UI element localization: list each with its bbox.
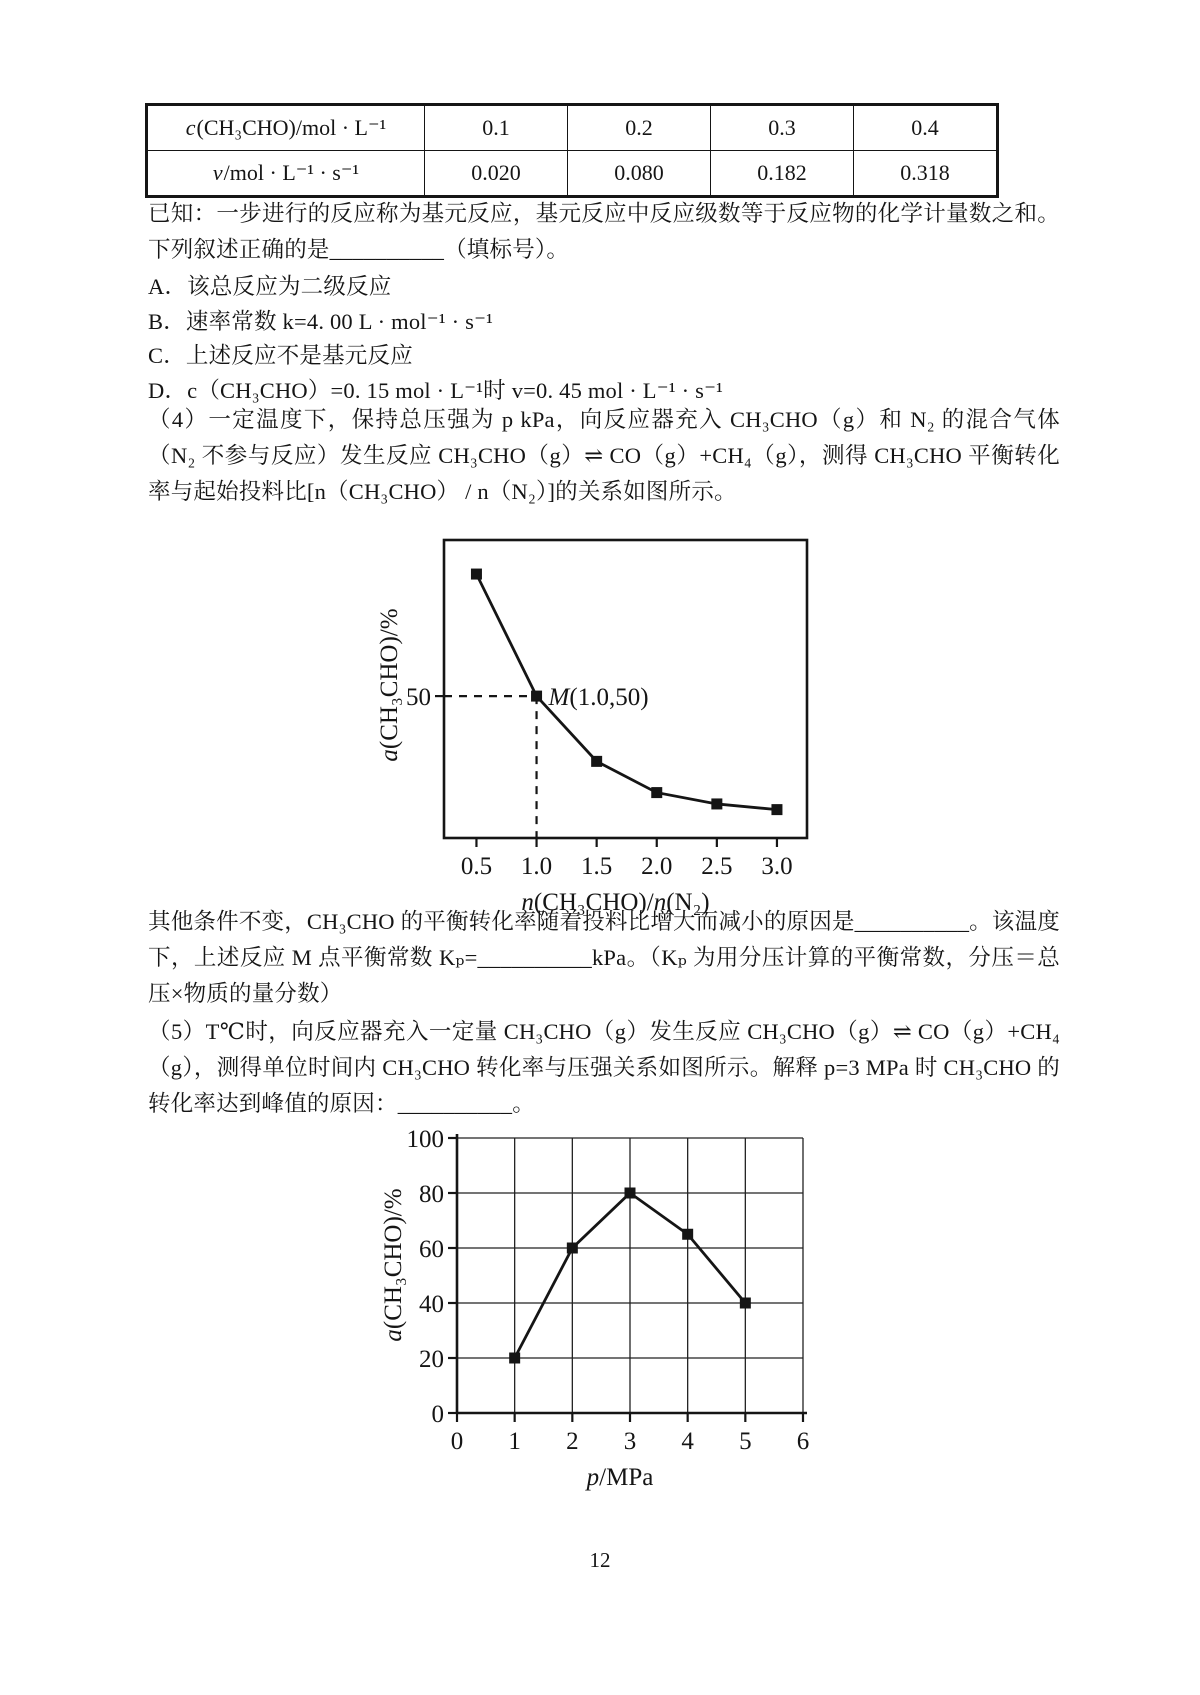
known-statement: 已知：一步进行的反应称为基元反应，基元反应中反应级数等于反应物的化学计量数之和。下列叙述正确的是__________（填标号）。 bbox=[148, 201, 1060, 262]
conversion-vs-pressure-chart bbox=[335, 1120, 845, 1495]
y-tick-label: 0 bbox=[431, 1401, 444, 1428]
data-point-marker bbox=[591, 756, 602, 767]
table-row bbox=[147, 151, 998, 197]
y-tick-label: 60 bbox=[419, 1236, 444, 1263]
question-4-text: （4）一定温度下，保持总压强为 p kPa，向反应器充入 CH₃CHO（g）和 N₂ 的混合气体（N₂ 不参与反应）发生反应 CH₃CHO（g）⇌ CO（g）+CH₄（g），测得 CH₃CHO 平衡转化率与起始投料比[n（CH₃CHO） / n（N₂）]的关系如图所示。 bbox=[148, 407, 1060, 504]
option-b: B．速率常数 k=4. 00 L · mol⁻¹ · s⁻¹ bbox=[148, 308, 494, 334]
x-tick-label: 3.0 bbox=[761, 853, 793, 880]
quantity-unit: (CH₃CHO)/mol · L⁻¹ bbox=[196, 115, 387, 140]
page-number: 12 bbox=[589, 1548, 611, 1572]
x-axis-label: p/MPa bbox=[586, 1464, 654, 1491]
x-tick-label: 1.0 bbox=[520, 853, 553, 880]
table-row-header bbox=[147, 105, 425, 151]
x-axis-label: n(CH₃CHO)/n(N₂) bbox=[521, 889, 710, 916]
y-axis-label: a(CH₃CHO)/% bbox=[380, 1188, 407, 1342]
x-tick-label: 6 bbox=[796, 1428, 810, 1455]
x-tick-label: 2 bbox=[566, 1428, 579, 1455]
choice-options bbox=[148, 270, 1060, 408]
y-tick-label: 80 bbox=[419, 1181, 444, 1208]
data-point-marker bbox=[771, 804, 782, 815]
table-cell: 0.318 bbox=[854, 151, 998, 197]
data-point-marker bbox=[651, 787, 662, 798]
option-d: D．c（CH₃CHO）=0. 15 mol · L⁻¹时 v=0. 45 mol · L⁻¹ · s⁻¹ bbox=[148, 377, 724, 403]
table-cell: 0.1 bbox=[425, 105, 568, 151]
option-c: C．上述反应不是基元反应 bbox=[148, 343, 413, 368]
x-tick-label: 3 bbox=[623, 1428, 637, 1455]
x-tick-label: 0 bbox=[450, 1428, 464, 1455]
data-point-marker bbox=[682, 1229, 693, 1240]
data-point-marker bbox=[509, 1353, 520, 1364]
table-cell: 0.020 bbox=[425, 151, 568, 197]
x-tick-label: 5 bbox=[739, 1428, 752, 1455]
data-point-marker bbox=[740, 1298, 751, 1309]
option-a: A．该总反应为二级反应 bbox=[148, 274, 392, 299]
data-point-marker bbox=[531, 691, 542, 702]
y-axis-label: a(CH₃CHO)/% bbox=[376, 608, 403, 762]
x-tick-label: 1.5 bbox=[581, 853, 613, 880]
data-point-marker bbox=[711, 798, 722, 809]
table-cell: 0.080 bbox=[568, 151, 711, 197]
x-tick-label: 2.0 bbox=[641, 853, 673, 880]
table-row bbox=[147, 105, 998, 151]
question-5-text: （5）T℃时，向反应器充入一定量 CH₃CHO（g）发生反应 CH₃CHO（g）⇌ CO（g）+CH₄（g），测得单位时间内 CH₃CHO 转化率与压强关系如图所示。解释 p=3 MPa 时 CH₃CHO 的转化率达到峰值的原因：__________。 bbox=[148, 1019, 1060, 1116]
point-annotation: M(1.0,50) bbox=[548, 684, 649, 712]
table-cell: 0.3 bbox=[711, 105, 854, 151]
table-cell: 0.2 bbox=[568, 105, 711, 151]
quantity-symbol: c bbox=[185, 115, 196, 140]
quantity-symbol: v bbox=[212, 160, 223, 185]
x-tick-label: 1 bbox=[508, 1428, 521, 1455]
data-point-marker bbox=[471, 569, 482, 580]
table-cell: 0.4 bbox=[854, 105, 998, 151]
table-cell: 0.182 bbox=[711, 151, 854, 197]
table-row-header bbox=[147, 151, 425, 197]
question-4-explain-text: 其他条件不变，CH₃CHO 的平衡转化率随着投料比增大而减小的原因是__________。该温度下，上述反应 M 点平衡常数 Kₚ=__________kPa。（Kₚ 为用分压计算的平衡常数，分压＝总压×物质的量分数） bbox=[148, 909, 1060, 1006]
conversion-vs-ratio-chart bbox=[335, 515, 845, 915]
x-tick-label: 4 bbox=[681, 1428, 694, 1455]
y-tick-label: 100 bbox=[406, 1126, 444, 1153]
y-tick-label: 50 bbox=[406, 684, 431, 712]
y-tick-label: 40 bbox=[419, 1291, 444, 1318]
y-tick-label: 20 bbox=[419, 1346, 444, 1373]
x-tick-label: 0.5 bbox=[460, 853, 493, 880]
quantity-unit: /mol · L⁻¹ · s⁻¹ bbox=[223, 160, 360, 185]
rate-data-table bbox=[145, 103, 999, 198]
x-tick-label: 2.5 bbox=[701, 853, 733, 880]
data-point-marker bbox=[567, 1243, 578, 1254]
data-point-marker bbox=[625, 1188, 636, 1199]
